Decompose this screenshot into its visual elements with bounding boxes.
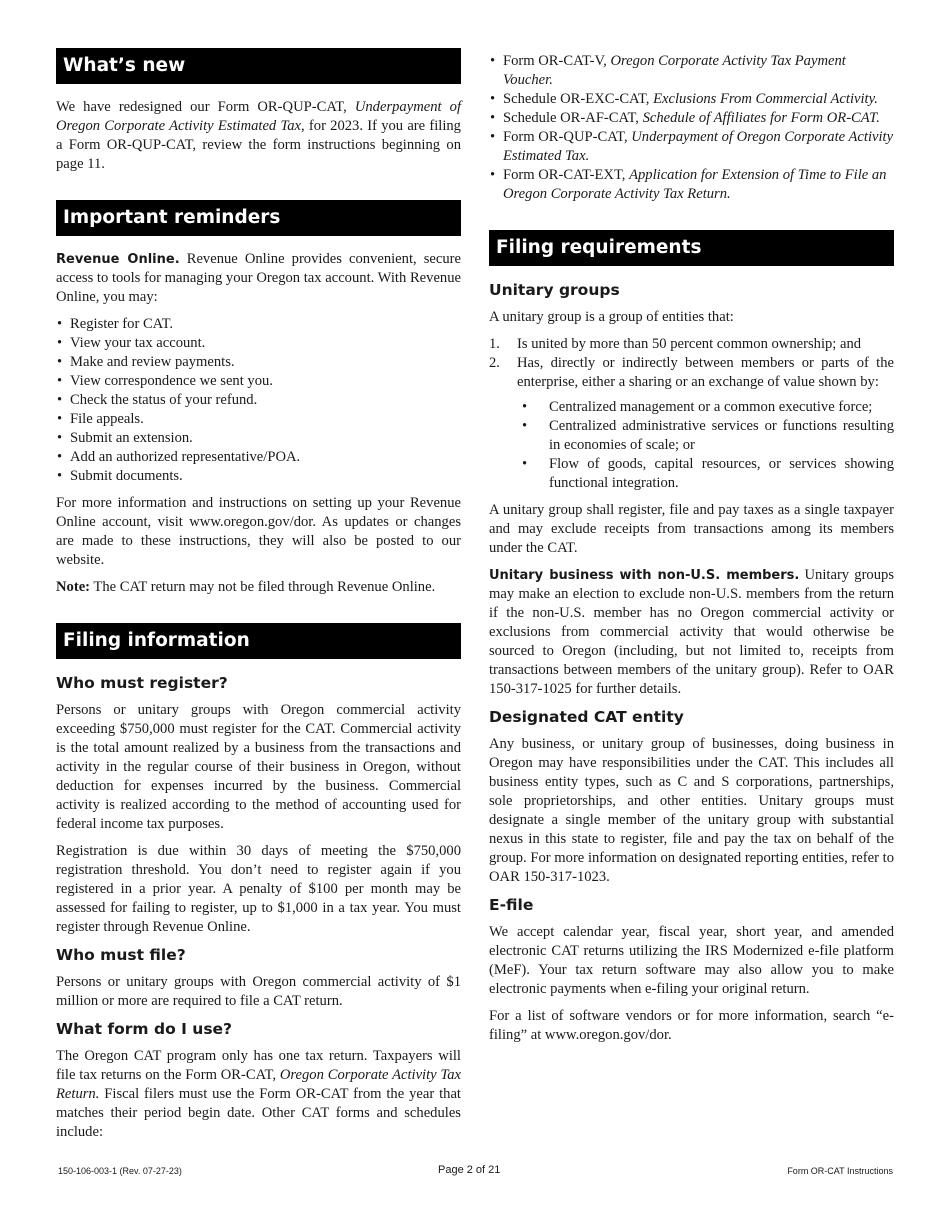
list-item: 2. Has, directly or indirectly between members or parts of the enterprise, either a sharing or an exchange of value shown by: • Centralized management or a common executive force; • Centralized administrative services or functions resulting in economies of scale; or • Flow of goods, capital resources, or services showing functional integration. (489, 354, 894, 493)
footer-form-number: 150-106-003-1 (Rev. 07-27-23) (58, 1166, 182, 1176)
efile-paragraph-2: For a list of software vendors or for more information, search “e-filing” at www.oregon.gov/dor. (489, 1008, 894, 1043)
filing-information-heading: Filing information (56, 623, 461, 659)
cat-forms-list (489, 52, 894, 204)
filing-requirements-heading: Filing requirements (489, 230, 894, 266)
what-form-text: The Oregon CAT program only has one tax return. Taxpayers will file tax returns on the Form OR-CAT, Oregon Corporate Activity Tax Return. Fiscal filers must use the Form OR-CAT from the year that matches their period begin date. Other CAT forms and schedules include: (56, 1048, 462, 1140)
list-item: • Register for CAT. (56, 315, 461, 334)
list-item: • Schedule OR-EXC-CAT, Exclusions From Commercial Activity. (489, 90, 894, 109)
value-exchange-list (521, 398, 894, 493)
revenue-online-list (56, 315, 461, 486)
unitary-groups-heading: Unitary groups (489, 281, 620, 299)
important-reminders-heading: Important reminders (56, 200, 461, 236)
list-item: • Submit an extension. (56, 429, 461, 448)
what-form-heading: What form do I use? (56, 1020, 233, 1038)
whats-new-heading: What’s new (56, 48, 461, 84)
list-item: • Make and review payments. (56, 353, 461, 372)
list-item: • Form OR-CAT-EXT, Application for Extension of Time to File an Oregon Corporate Activity Tax Return. (489, 166, 894, 204)
designated-entity-heading: Designated CAT entity (489, 708, 684, 726)
efile-heading: E-file (489, 896, 534, 914)
register-paragraph-1: Persons or unitary groups with Oregon commercial activity exceeding $750,000 must register for the CAT. Commercial activity is the total amount realized by a business from the transactions and activity in the regular course of their business in Oregon, without deduction for expenses incurred by the business. Commercial activity is realized according to the method of accounting used for federal income tax purposes. (56, 702, 461, 832)
list-item: 1. Is united by more than 50 percent common ownership; and (489, 336, 862, 352)
right-column (489, 52, 894, 1053)
list-item: • View your tax account. (56, 334, 461, 353)
left-column (56, 48, 461, 1150)
list-item: • Schedule OR-AF-CAT, Schedule of Affiliates for Form OR-CAT. (489, 109, 894, 128)
unitary-criteria-list (489, 335, 894, 493)
designated-entity-text: Any business, or unitary group of businesses, doing business in Oregon may have responsibilities under the CAT. This includes all business entity types, such as C and S corporations, partnerships, sole proprietorships, and other entities. Unitary groups must designate a single member of the unitary group with substantial nexus in this state to register, file and pay the tax on behalf of the group. For more information on designated reporting entities, refer to OAR 150-317-1023. (489, 736, 894, 885)
efile-paragraph-1: We accept calendar year, fiscal year, short year, and amended electronic CAT returns utilizing the IRS Modernized e-file platform (MeF). Your tax return software may also allow you to make electronic payments when e-filing your original return. (489, 924, 894, 997)
unitary-intro: A unitary group is a group of entities that: (489, 309, 734, 325)
list-item: • File appeals. (56, 410, 461, 429)
list-item: • Submit documents. (56, 467, 461, 486)
footer-page-number: Page 2 of 21 (438, 1164, 501, 1176)
note-text: Note: The CAT return may not be filed through Revenue Online. (56, 579, 436, 595)
list-item: • Centralized management or a common executive force; (521, 398, 894, 417)
list-item: • Add an authorized representative/POA. (56, 448, 461, 467)
list-item: • View correspondence we sent you. (56, 372, 461, 391)
more-info-text: For more information and instructions on setting up your Revenue Online account, visit www.oregon.gov/dor. As updates or changes are made to these instructions, they will also be posted to our website. (56, 495, 461, 568)
list-item: • Check the status of your refund. (56, 391, 461, 410)
who-must-file-heading: Who must file? (56, 946, 186, 964)
whats-new-text: We have redesigned our Form OR-QUP-CAT, Underpayment of Oregon Corporate Activity Estimated Tax, for 2023. If you are filing a Form OR-QUP-CAT, review the form instructions beginning on page 11. (56, 99, 462, 172)
revenue-online-intro: Revenue Online. Revenue Online provides convenient, secure access to tools for managing your Oregon tax account. With Revenue Online, you may: (56, 251, 461, 305)
register-paragraph-2: Registration is due within 30 days of meeting the $750,000 registration threshold. You don’t need to register again if you registered in a prior year. A penalty of $100 per month may be assessed for failing to register, up to $1,000 in a tax year. You must register through Revenue Online. (56, 843, 461, 935)
unitary-paragraph: A unitary group shall register, file and pay taxes as a single taxpayer and may exclude receipts from transactions among its members under the CAT. (489, 502, 894, 556)
list-item: • Form OR-QUP-CAT, Underpayment of Oregon Corporate Activity Estimated Tax. (489, 128, 894, 166)
list-item: • Flow of goods, capital resources, or services showing functional integration. (521, 455, 894, 493)
who-must-file-text: Persons or unitary groups with Oregon commercial activity of $1 million or more are required to file a CAT return. (56, 974, 461, 1009)
list-item: • Centralized administrative services or functions resulting in economies of scale; or (521, 417, 894, 455)
footer-document-title: Form OR-CAT Instructions (787, 1166, 893, 1176)
list-item: • Form OR-CAT-V, Oregon Corporate Activity Tax Payment Voucher. (489, 52, 894, 90)
non-us-members-paragraph: Unitary business with non-U.S. members. Unitary groups may make an election to exclude non-U.S. members from the return if the non-U.S. member has no Oregon commercial activity or exclusions from commercial activity that would otherwise be sourced to Oregon (including, but not limited to, receipts from transactions between members of the unitary group). Refer to OAR 150-317-1025 for further details. (489, 567, 894, 697)
who-must-register-heading: Who must register? (56, 674, 228, 692)
